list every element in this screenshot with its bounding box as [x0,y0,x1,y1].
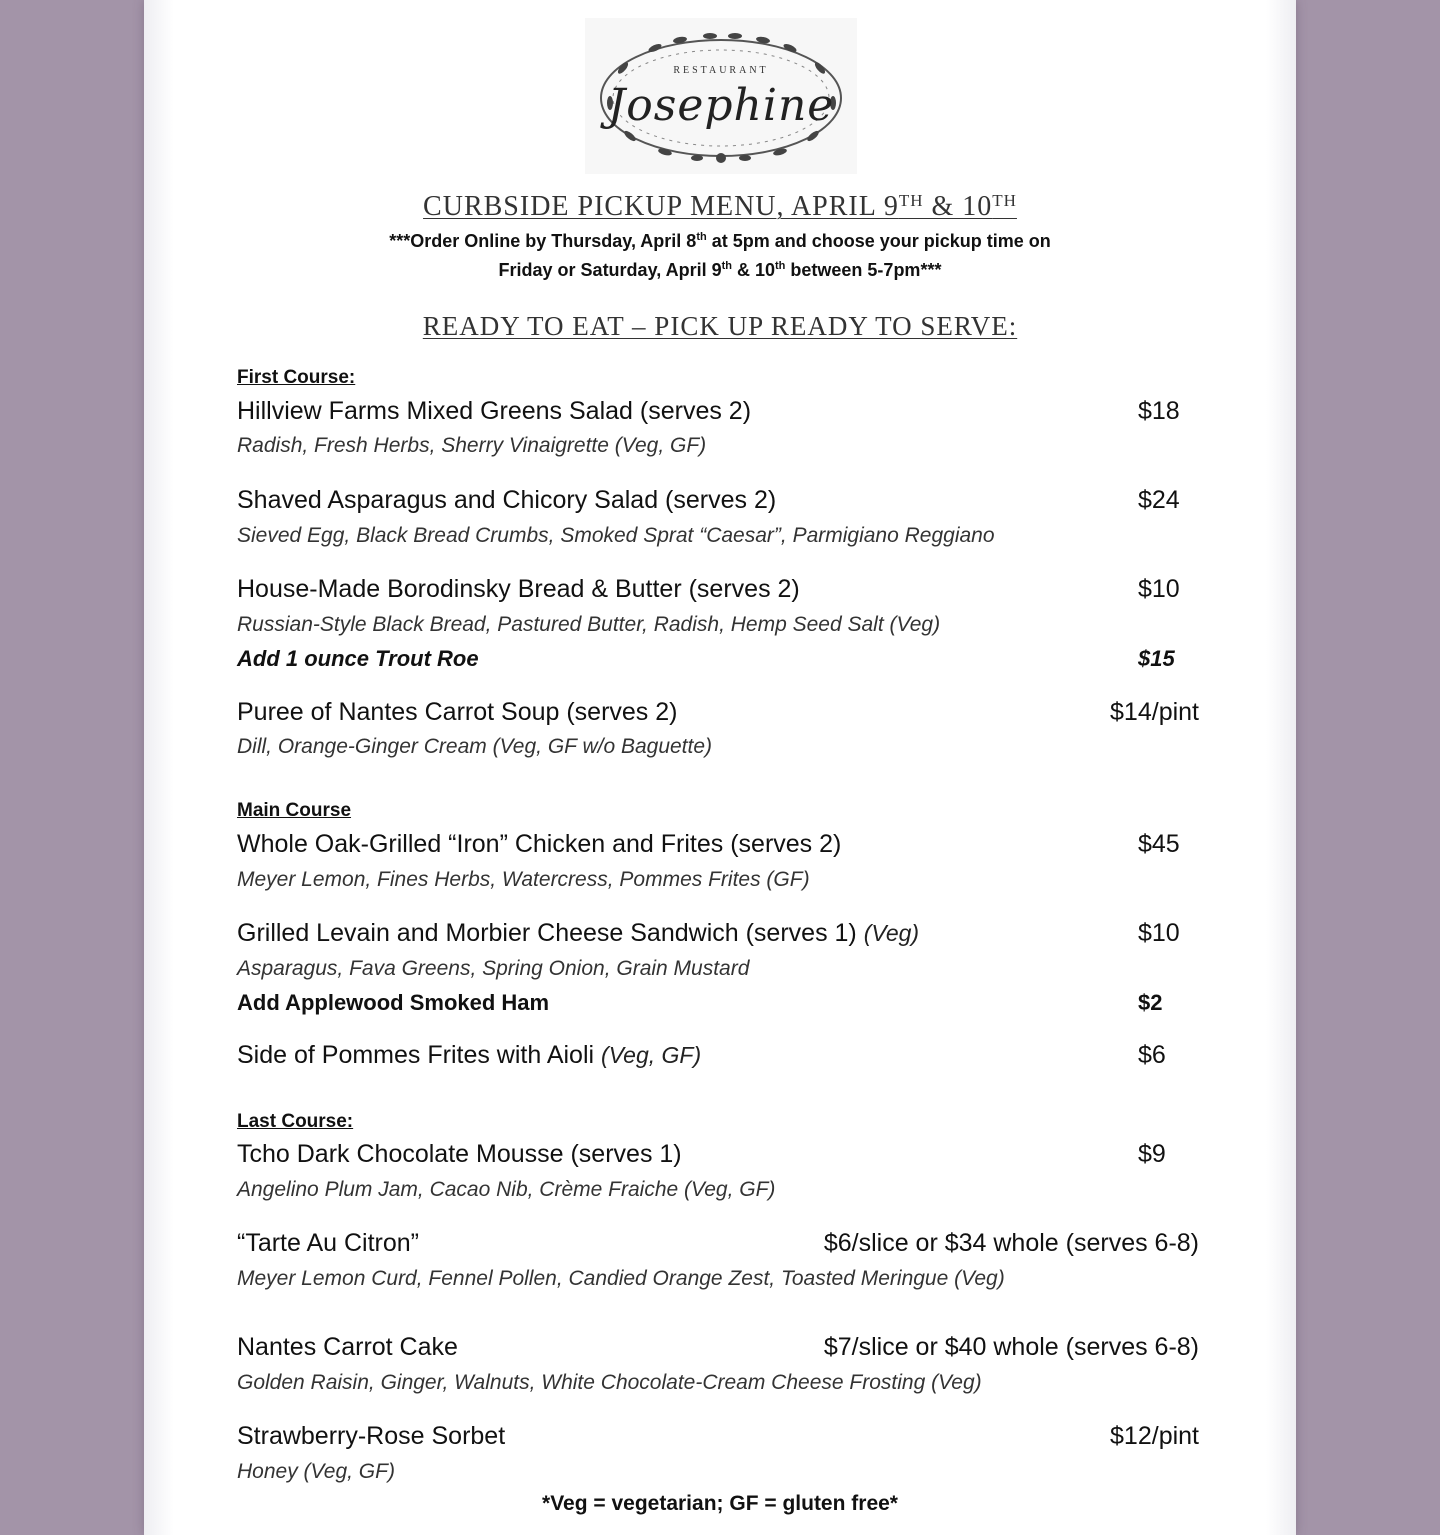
price-tarte-au-citron: $6/slice or $34 whole (serves 6-8) [823,1229,1199,1257]
price-borodinsky-bread: $10 [1138,575,1180,603]
menu-title: CURBSIDE PICKUP MENU, APRIL 9TH & 10TH [423,191,1017,222]
dish-pommes-frites: Side of Pommes Frites with Aioli (Veg, GF) [237,1041,702,1069]
desc-morbier-sandwich: Asparagus, Fava Greens, Spring Onion, Grain Mustard [237,957,750,980]
dish-morbier-sandwich: Grilled Levain and Morbier Cheese Sandwich (serves 1) (Veg) [237,919,920,947]
section-first-course: First Course: [237,367,356,388]
price-asparagus-salad: $24 [1138,486,1180,514]
order-note-line1: ***Order Online by Thursday, April 8th at 5pm and choose your pickup time on [389,231,1051,251]
dish-tarte-au-citron: “Tarte Au Citron” [237,1229,420,1257]
desc-iron-chicken: Meyer Lemon, Fines Herbs, Watercress, Pommes Frites (GF) [237,868,810,891]
dietary-footnote: *Veg = vegetarian; GF = gluten free* [542,1492,898,1515]
restaurant-logo [585,18,857,174]
price-chocolate-mousse: $9 [1138,1140,1166,1168]
price-mixed-greens-salad: $18 [1138,397,1180,425]
order-note-line2: Friday or Saturday, April 9th & 10th between 5-7pm*** [498,260,942,280]
price-carrot-soup: $14/pint [1110,698,1199,726]
desc-carrot-soup: Dill, Orange-Ginger Cream (Veg, GF w/o Baguette) [237,735,713,758]
price-morbier-sandwich: $10 [1138,919,1180,947]
logo-small-text: RESTAURANT [673,65,769,76]
desc-chocolate-mousse: Angelino Plum Jam, Cacao Nib, Crème Fraiche (Veg, GF) [237,1178,776,1201]
logo-script-text: Josephine [607,80,835,131]
desc-asparagus-salad: Sieved Egg, Black Bread Crumbs, Smoked Sprat “Caesar”, Parmigiano Reggiano [237,524,995,547]
menu-subtitle: READY TO EAT – PICK UP READY TO SERVE: [422,311,1018,341]
price-smoked-ham: $2 [1138,990,1163,1015]
desc-carrot-cake: Golden Raisin, Ginger, Walnuts, White Chocolate-Cream Cheese Frosting (Veg) [237,1371,982,1394]
dish-mixed-greens-salad: Hillview Farms Mixed Greens Salad (serves 2) [237,397,752,425]
dish-carrot-soup: Puree of Nantes Carrot Soup (serves 2) [237,698,678,726]
dish-borodinsky-bread: House-Made Borodinsky Bread & Butter (serves 2) [237,575,800,603]
section-last-course: Last Course: [237,1111,354,1132]
dish-asparagus-salad: Shaved Asparagus and Chicory Salad (serves 2) [237,486,777,514]
price-carrot-cake: $7/slice or $40 whole (serves 6-8) [823,1333,1199,1361]
desc-borodinsky-bread: Russian-Style Black Bread, Pastured Butter, Radish, Hemp Seed Salt (Veg) [237,613,941,636]
addon-trout-roe: Add 1 ounce Trout Roe [237,646,479,671]
section-main-course: Main Course [237,800,352,821]
desc-strawberry-sorbet: Honey (Veg, GF) [237,1460,395,1483]
dish-chocolate-mousse: Tcho Dark Chocolate Mousse (serves 1) [237,1140,682,1168]
dish-iron-chicken: Whole Oak-Grilled “Iron” Chicken and Frites (serves 2) [237,830,842,858]
price-iron-chicken: $45 [1138,830,1180,858]
dish-carrot-cake: Nantes Carrot Cake [237,1333,458,1361]
price-strawberry-sorbet: $12/pint [1110,1422,1199,1450]
price-pommes-frites: $6 [1138,1041,1166,1069]
addon-smoked-ham: Add Applewood Smoked Ham [237,990,550,1015]
desc-tarte-au-citron: Meyer Lemon Curd, Fennel Pollen, Candied Orange Zest, Toasted Meringue (Veg) [237,1267,1005,1290]
desc-mixed-greens-salad: Radish, Fresh Herbs, Sherry Vinaigrette (Veg, GF) [237,434,707,457]
price-trout-roe: $15 [1138,646,1175,671]
dish-strawberry-sorbet: Strawberry-Rose Sorbet [237,1422,506,1450]
